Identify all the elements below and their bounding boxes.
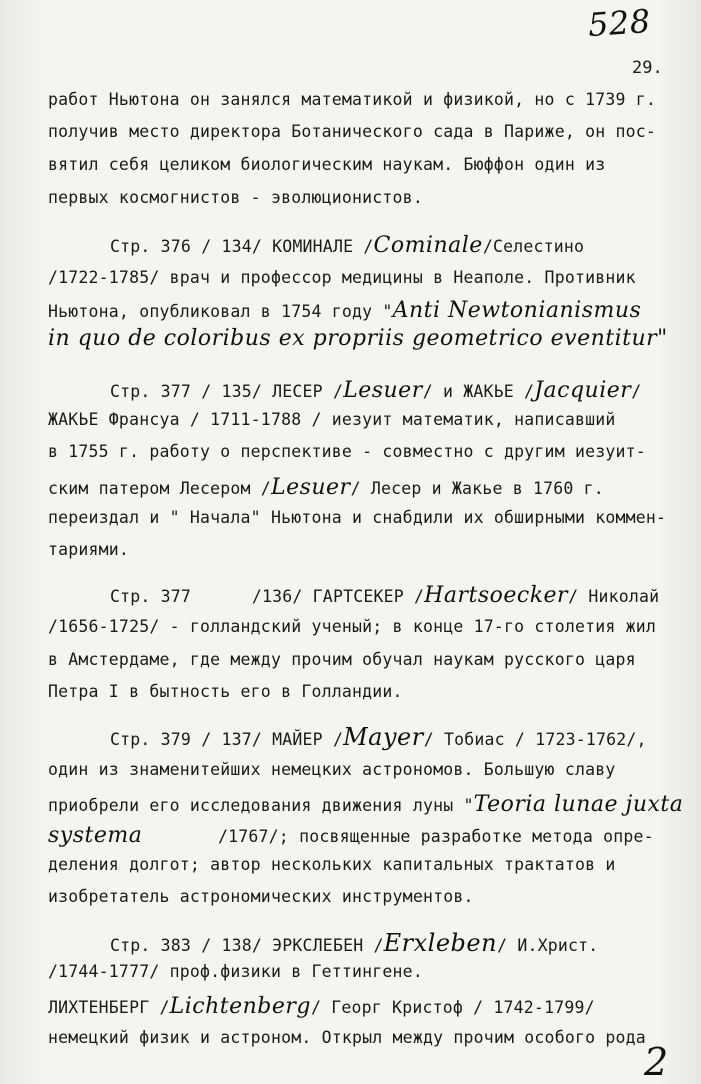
entry-ref-tail: / Тобиас / 1723-1762/, [423, 730, 647, 749]
entry-ref-tail: /Селестино [482, 237, 585, 256]
entry-heading [48, 994, 595, 1019]
text-line: /1744-1777/ проф.физики в Геттингене. [48, 962, 423, 981]
entry-heading [110, 723, 647, 751]
handwritten-name: Mayer [343, 723, 424, 751]
entry-ref-tail: / [631, 382, 642, 401]
text-line: получив место директора Ботанического сада в Париже, он пос- [48, 122, 657, 141]
archive-number: 528 [586, 1, 652, 45]
handwritten-name: Erxleben [383, 929, 498, 957]
handwritten-name: Hartsoecker [424, 583, 569, 608]
text-line [48, 475, 604, 500]
text-line: в 1755 г. работу о перспективе - совместно с другим иезуит- [48, 442, 646, 461]
entry-heading [110, 583, 659, 608]
text-line: переиздал и " Начала" Ньютона и снабдили их обширными коммен- [48, 508, 667, 527]
handwritten-line [48, 326, 668, 351]
text-line [48, 792, 683, 817]
text-line: в Амстердаме, где между прочим обучал наукам русского царя [48, 650, 636, 669]
text-line: Петра I в бытность его в Голландии. [48, 682, 403, 701]
text-fragment: Ньютона, опубликовал в 1754 году " [48, 302, 393, 321]
handwritten-title: systema [48, 823, 143, 848]
entry-heading [110, 378, 641, 403]
text-fragment: ским патером Лесером / [48, 479, 271, 498]
text-fragment: /1767/; посвященные разработке метода опре- [218, 827, 654, 846]
text-line: деления долгот; автор нескольких капитальных трактатов и [48, 855, 616, 874]
entry-ref: Стр. 383 / 138/ ЭРКСЛЕБЕН / [110, 936, 384, 955]
entry-heading [110, 233, 584, 258]
text-fragment: приобрели его исследования движения луны " [48, 796, 474, 815]
entry-ref: Стр. 377 /136/ ГАРТСЕКЕР / [110, 587, 425, 606]
entry-ref: Стр. 379 / 137/ МАЙЕР / [110, 730, 344, 749]
page-number: 29. [632, 58, 663, 78]
entry-ref-mid: / и ЖАКЬЕ / [422, 382, 535, 401]
text-fragment: / Лесер и Жакье в 1760 г. [350, 479, 604, 498]
entry-ref-tail: / Николай [568, 587, 660, 606]
entry-heading [110, 929, 598, 957]
text-line: /1722-1785/ врач и профессор медицины в Неаполе. Противник [48, 268, 636, 287]
text-line [48, 298, 641, 323]
entry-ref: Стр. 376 / 134/ КОМИНАЛЕ / [110, 237, 374, 256]
text-line: один из знаменитейших немецких астрономов. Большую славу [48, 760, 616, 779]
text-line: изобретатель астрономических инструментов. [48, 887, 474, 906]
handwritten-title: Teoria lunae juxta [473, 792, 684, 817]
handwritten-name: Lesuer [343, 378, 423, 403]
entry-ref-tail: / Георг Кристоф / 1742-1799/ [310, 998, 595, 1017]
entry-ref: ЛИХТЕНБЕРГ / [48, 998, 170, 1017]
text-line: тариями. [48, 540, 130, 559]
handwritten-name: Jacquier [534, 378, 632, 403]
text-line: первых космогнистов - эволюционистов. [48, 188, 423, 207]
text-line: работ Ньютона он занялся математикой и физикой, но с 1739 г. [48, 90, 657, 109]
handwritten-name: Lichtenberg [169, 994, 311, 1019]
handwritten-title: in quo de coloribus ex propriis geometrico eventitur" [48, 326, 668, 351]
text-line: вятил себя целиком биологическим наукам. Бюффон один из [48, 155, 606, 174]
entry-ref-tail: / И.Христ. [497, 936, 599, 955]
text-line: /1656-1725/ - голландский ученый; в конце 17-го столетия жил [48, 617, 657, 636]
handwritten-title: Anti Newtonianismus [392, 298, 642, 323]
handwritten-name: Lesuer [270, 475, 351, 500]
handwritten-mark: 2 [644, 1040, 669, 1084]
text-line [48, 823, 654, 848]
entry-ref: Стр. 377 / 135/ ЛЕСЕР / [110, 382, 344, 401]
text-line: ЖАКЬЕ Франсуа / 1711-1788 / иезуит математик, написавший [48, 410, 616, 429]
handwritten-name: Cominale [373, 233, 483, 258]
text-line: немецкий физик и астроном. Открыл между прочим особого рода [48, 1028, 646, 1047]
